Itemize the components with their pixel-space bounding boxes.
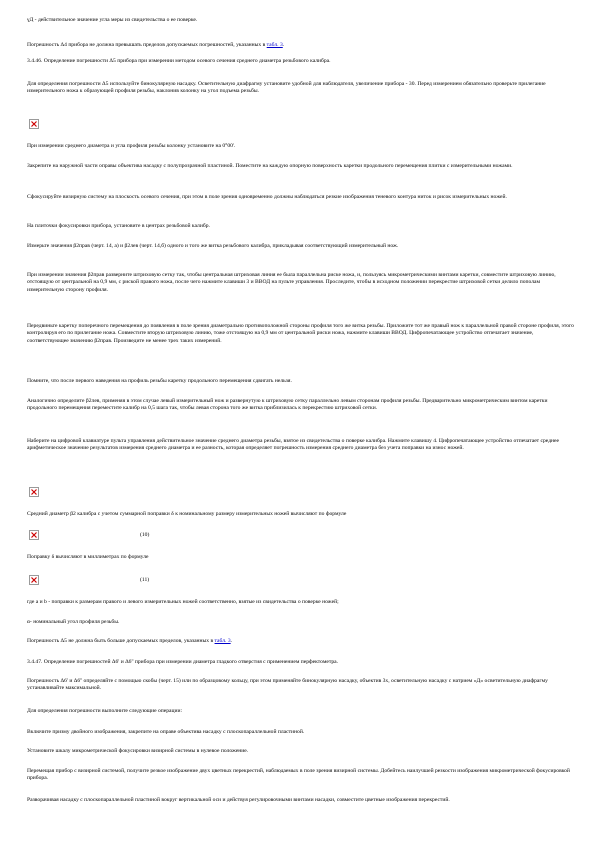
paragraph: Закрепите на наружной части оправы объектива насадку с полупрозрачной пластиной. Поместите на каждую опорную поверхность каретки продольного перемещения плитки с измерительными ножами. — [27, 163, 513, 169]
broken-image-icon — [29, 119, 39, 129]
paragraph: Погрешность Δ4 прибора не должна превышать пределов допускаемых погрешностей, указанных в табл. 3. — [27, 42, 285, 48]
paragraph: Поправку δ вычисляют в миллиметрах по формуле — [27, 554, 149, 560]
paragraph: Для определения погрешности выполните следующие операции: — [27, 708, 183, 714]
paragraph: Для определения погрешности Δ5 используйте бинокулярную насадку. Осветительную диафрагму установите удобной для наблюдателя, увеличение прибора - 30. Перед измерением обязательно проверьте прилегание измерительного ножа к образующей профиля резьбы, наклонив колонку на угол подъема резьбы. — [27, 81, 546, 95]
paragraph: γД - действительное значение угла меры из свидетельства о ее поверке. — [27, 17, 198, 23]
paragraph: Погрешность Δ5 не должна быть больше допускаемых пределов, указанных в табл. 3. — [27, 638, 233, 644]
paragraph: Передвиньте каретку поперечного перемещения до появления в поле зрения диаметрально противоположной стороны профиля того же витка резьбы. Приложите тот же правый нож к параллельной правой стороне профиля, этого контролируя его по прилегание ножа. Совместите вторую штриховую линию, тоже отстоящую на 0,9 мм от центральной риски ножа, нажмите клавиши ВВОД. Цифропечатающее устройство отпечатает значение, соответствующее значению β2прав. Произведите не менее трех таких измерений. — [27, 323, 574, 344]
section-heading: 3.4.46. Определение погрешности Δ5 прибора при измерении методом осевого сечения среднего диаметра резьбового калибра. — [27, 58, 331, 64]
paragraph: При измерении значения β2прав разверните штриховую сетку так, чтобы центральная штриховая линия ее была параллельна риске ножа, и, пользуясь микрометрическими винтами каретки, совместите штриховую линию, отстоящую от центральной на 0,9 мм, с риской правого ножа, после чего нажмите клавиши 3 и ВВОД на пульте управления. Проследите, чтобы в исходном положении перекрестие штриховой сетки делило пополам измерительную сторону профиля. — [27, 272, 556, 293]
paragraph: На плиточки фокусировки прибора, установите в центрах резьбовой калибр. — [27, 223, 210, 229]
paragraph: Аналогично определите β2лев, применяя в этом случае левый измерительный нож и развернутую к штриховую сетку параллельно левым сторонам профиля резьбы. Предварительно микрометрическим винтом каретки продольного перемещения переместите калибр на 0,5 шага так, чтобы левая сторона того же витка приблизилась к перекрестию штриховой сетки. — [27, 398, 548, 412]
paragraph: Наберите на цифровой клавиатуре пульта управления действительное значение среднего диаметра резьбы, взятое из свидетельства о поверке калибра. Нажмите клавишу 4. Цифропечатающее устройство отпечатает среднее арифметическое значение результатов измерения среднего диаметра и ее разность, которая определяет погрешность измерения среднего диаметра без учета поправки на износ ножей. — [27, 438, 560, 452]
paragraph: Разворачивая насадку с плоскопараллельной пластиной вокруг вертикальной оси и действуя регулировочными винтами насадки, совместите цветные изображения перекрестий. — [27, 797, 450, 803]
paragraph: Установите шкалу микрометрической фокусировки визирной системы в нулевое положение. — [27, 748, 249, 754]
paragraph: Сфокусируйте визирную систему на плоскость осевого сечения, при этом в поле зрения одновременно должны наблюдаться резкие изображения теневого контура ниток и рисок измерительных ножей. — [27, 194, 507, 200]
paragraph: Включите призму двойного изображения, закрепите на оправе объектива насадку с плоскопараллельной пластиной. — [27, 729, 305, 735]
paragraph: Помните, что после первого наведения на профиль резьбы каретку продольного перемещения сдвигать нельзя. — [27, 378, 292, 384]
broken-image-icon — [29, 530, 39, 540]
paragraph: Погрешность Δ6' и Δ6'' определяйте с помощью скобы (черт. 15) или по образцовому кольцу, при этом применяйте бинокулярную насадку, объектив 3х, осветительную насадку с натрием «Д» осветительную диафрагму устанавливайте максимальной. — [27, 678, 548, 692]
broken-image-icon — [29, 575, 39, 585]
paragraph: При измерении среднего диаметра и угла профиля резьбы колонку установите на 0°00'. — [27, 143, 236, 149]
section-heading: 3.4.47. Определение погрешностей Δ6' и Δ6'' прибора при измерении диаметра гладкого отверстия с применением перфектометра. — [27, 659, 339, 665]
equation-number: (11) — [140, 577, 150, 583]
paragraph: Измерьте значения β2прав (черт. 14, а) и β2лев (черт. 14,б) одного и того же витка резьбового калибра, прикладывая соответствующий измерительный нож. — [27, 243, 399, 249]
equation-number: (10) — [140, 532, 150, 538]
table-3-link[interactable]: табл. 3 — [214, 638, 231, 644]
table-3-link[interactable]: табл. 3 — [266, 42, 283, 48]
paragraph: α- номинальный угол профиля резьбы. — [27, 619, 120, 625]
paragraph: Перемещая прибор с визирной системой, получите резкое изображение двух цветных перекрестий, наблюдаемых в поле зрения визирной системы. Добейтесь наилучшей резкости изображения микрометрической фокусировкой прибора. — [27, 768, 570, 782]
paragraph: где a и b - поправки к размерам правого и левого измерительных ножей соответственно, взятые из свидетельства о поверке ножей; — [27, 599, 339, 605]
broken-image-icon — [29, 487, 39, 497]
paragraph: Средний диаметр β2 калибра с учетом суммарной поправки δ к номинальному размеру измерительных ножей вычисляют по формуле — [27, 511, 347, 517]
